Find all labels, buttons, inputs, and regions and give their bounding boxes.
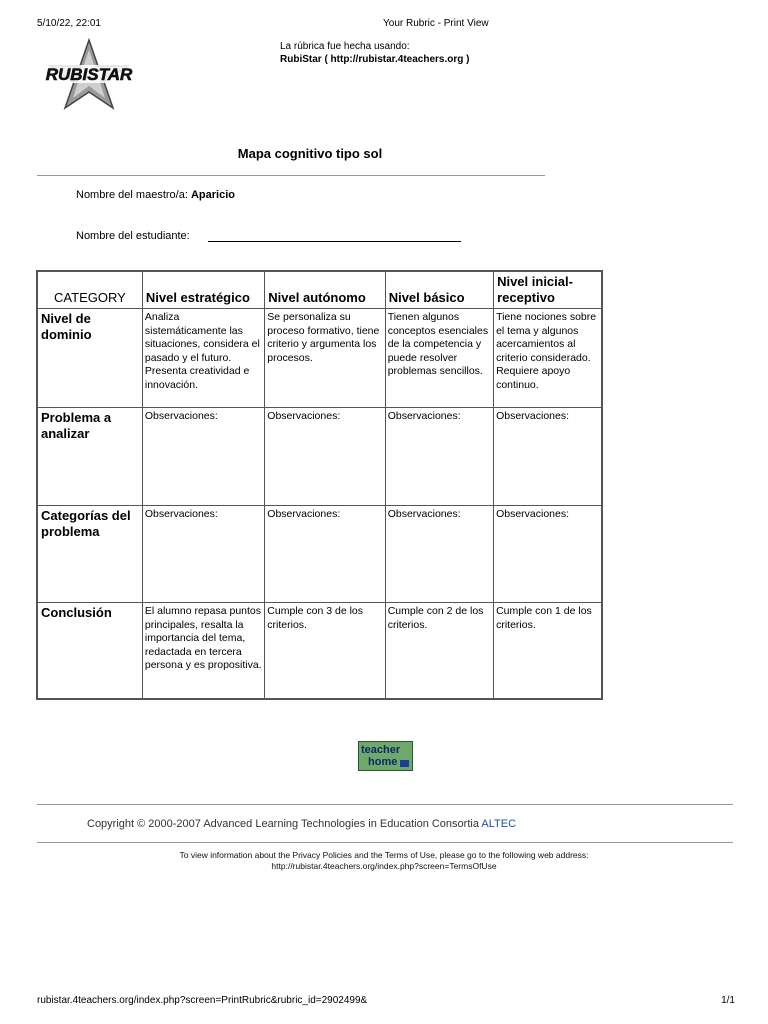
rubistar-logo — [38, 38, 140, 110]
page-number: 1/1 — [721, 995, 735, 1006]
table-cell: Observaciones: — [385, 506, 493, 603]
credit-line-2: RubiStar ( http://rubistar.4teachers.org ) — [280, 54, 470, 65]
table-cell: Observaciones: — [265, 408, 385, 506]
credit-line-1: La rúbrica fue hecha usando: — [280, 41, 410, 52]
header-nivel-autonomo: Nivel autónomo — [265, 271, 385, 309]
teacher-name-label: Nombre del maestro/a: — [76, 189, 188, 201]
logo-wordmark: RUBISTAR — [45, 65, 133, 84]
table-row — [37, 309, 602, 408]
teacher-home-button[interactable] — [358, 741, 413, 771]
row-category: Conclusión — [37, 603, 142, 699]
copyright-text: Copyright © 2000-2007 Advanced Learning Technologies in Education Consortia — [87, 818, 479, 830]
privacy-line-1: To view information about the Privacy Policies and the Terms of Use, please go to the following web address: — [179, 850, 589, 860]
print-url: rubistar.4teachers.org/index.php?screen=PrintRubric&rubric_id=2902499& — [37, 995, 368, 1006]
table-cell: Tiene nociones sobre el tema y algunos acercamientos al criterio considerado. Requiere apoyo continuo. — [494, 309, 602, 408]
header-nivel-inicial: Nivel inicial-receptivo — [494, 271, 602, 309]
table-cell: Observaciones: — [142, 408, 264, 506]
title-divider — [37, 175, 545, 176]
print-page-title: Your Rubric - Print View — [383, 18, 489, 29]
table-cell: Observaciones: — [385, 408, 493, 506]
credit-block — [280, 40, 469, 66]
rubric-title: Mapa cognitivo tipo sol — [237, 146, 383, 161]
altec-link[interactable]: ALTEC — [481, 818, 517, 830]
house-icon — [400, 760, 409, 767]
table-cell: Observaciones: — [494, 506, 602, 603]
table-cell: Se personaliza su proceso formativo, tiene criterio y argumenta los procesos. — [265, 309, 385, 408]
table-row — [37, 603, 602, 699]
copyright — [87, 818, 516, 830]
table-cell: Cumple con 1 de los criterios. — [494, 603, 602, 699]
teacher-name-field — [76, 189, 235, 201]
footer-divider-top — [37, 804, 733, 805]
table-cell: Observaciones: — [142, 506, 264, 603]
header-nivel-estrategico: Nivel estratégico — [142, 271, 264, 309]
table-cell: Analiza sistemáticamente las situaciones, considera el pasado y el futuro. Presenta creatividad e innovación. — [142, 309, 264, 408]
table-header-row — [37, 271, 602, 309]
rubric-table — [36, 270, 603, 700]
table-cell: Observaciones: — [494, 408, 602, 506]
table-cell: El alumno repasa puntos principales, resalta la importancia del tema, redactada en tercera persona y es propositiva. — [142, 603, 264, 699]
header-category: CATEGORY — [37, 271, 142, 309]
table-row — [37, 408, 602, 506]
row-category: Nivel de dominio — [37, 309, 142, 408]
row-category: Problema a analizar — [37, 408, 142, 506]
teacher-home-line2: home — [368, 756, 398, 768]
table-row — [37, 506, 602, 603]
header-nivel-basico: Nivel básico — [385, 271, 493, 309]
teacher-home-line1: teacher — [361, 744, 401, 756]
table-cell: Tienen algunos conceptos esenciales de la competencia y puede resolver problemas sencillos. — [385, 309, 493, 408]
teacher-name-value: Aparicio — [190, 189, 235, 201]
privacy-url: http://rubistar.4teachers.org/index.php?screen=TermsOfUse — [271, 861, 497, 871]
student-name-blank — [208, 240, 461, 242]
privacy-notice — [0, 850, 768, 872]
table-cell: Observaciones: — [265, 506, 385, 603]
student-name-label: Nombre del estudiante: — [76, 230, 190, 242]
row-category: Categorías del problema — [37, 506, 142, 603]
footer-divider-bottom — [37, 842, 733, 843]
table-cell: Cumple con 2 de los criterios. — [385, 603, 493, 699]
table-cell: Cumple con 3 de los criterios. — [265, 603, 385, 699]
print-datetime: 5/10/22, 22:01 — [37, 18, 101, 29]
